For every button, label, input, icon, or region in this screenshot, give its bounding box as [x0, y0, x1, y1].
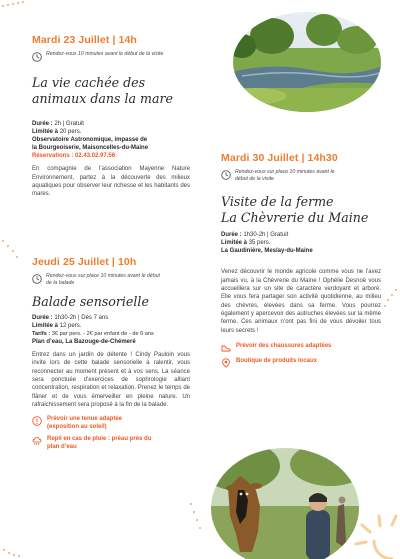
event-description: En compagnie de l’association Mayenne Nature Environnement, partez à la découverte des milieux aquatiques pour observer leur richesse et les habitants des mares.	[32, 166, 190, 198]
decorative-dots-left-middle	[0, 236, 22, 296]
bullet-text: Prévoir une tenue adaptée (exposition au soleil)	[47, 416, 123, 430]
event-title-line: La vie cachée des	[32, 75, 146, 90]
event-date: Mardi 23 Juillet | 14h	[32, 34, 137, 46]
event-description: Venez découvrir le monde agricole comme vous ne l’avez jamais vu, à la Chèvrerie du Maine ! Ophélie Desnoë vous accueillera sur un site de caractère verdoyant et arboré. Elle vous fera partager son activité quotidienne, au milieu des chèvres, élevées dans sa ferme. Vous pourrez également y apercevoir des autruches élevées sur la même ferme. Ces animaux n’ont pas fini de vous dévoiler tous leurs secrets !	[221, 269, 381, 334]
location-line2: la Bourgeoiserie, Maisoncelles-du-Maine	[32, 145, 149, 152]
event-title	[32, 75, 190, 106]
bullet-shop	[221, 358, 381, 368]
bullet-text: Prévoir des chaussures adaptées	[236, 342, 332, 349]
capacity: Limitée à 12 pers.	[32, 322, 82, 329]
event-details	[32, 120, 190, 160]
pricing: Tarifs : 3€ par pers. - 2€ par enfant de - de 6 ans	[32, 330, 154, 337]
rdv-note	[32, 273, 190, 286]
event-title	[221, 194, 381, 225]
event-title-line: Visite de la ferme	[221, 194, 334, 210]
location: Plan d’eau, La Bazouge-de-Chémeré	[32, 338, 136, 345]
duration: Durée : 1h30-2h | Dès 7 ans	[32, 314, 109, 321]
decorative-dots-top-left	[0, 0, 32, 60]
capacity: Limitée à 35 pers.	[221, 240, 271, 247]
clock-icon	[221, 170, 231, 180]
bullet-rain	[32, 436, 190, 451]
event-ferme	[221, 152, 381, 368]
warning-icon	[32, 416, 42, 426]
rdv-note	[32, 51, 190, 62]
shoe-icon	[221, 343, 231, 353]
location-pin-icon	[221, 358, 231, 368]
event-mare	[32, 34, 190, 199]
bullet-text: Repli en cas de pluie : préau près du plan d’eau	[47, 436, 152, 450]
rdv-note	[221, 169, 381, 182]
event-date: Jeudi 25 Juillet | 10h	[32, 256, 137, 268]
event-date: Mardi 30 Juillet | 14h30	[221, 152, 338, 164]
event-balade	[32, 256, 190, 452]
location: La Gaudinière, Meslay-du-Maine	[221, 248, 313, 255]
duration: Durée : 1h30-2h | Gratuit	[221, 232, 289, 239]
rdv-text: Rendez-vous 10 minutes avant le début de la visite	[46, 51, 164, 57]
location: Observatoire Astronomique, impasse de	[32, 137, 148, 144]
rdv-text: Rendez-vous sur place 10 minutes avant le début de la visite	[235, 169, 335, 182]
event-description: Entrez dans un jardin de détente ! Cindy Pauloin vous invite lors de cette balade sensorielle à ralentir, vous reconnecter au moment présent et à vos sens. La séance sera ponctuée d’exercices de sophrologie alliant concentration, respiration et relaxation. Prenez le temps de flâner et de vous émerveiller en pleine nature. Un rafraichissement sera proposé à la fin de la balade.	[32, 352, 190, 408]
event-details	[32, 314, 190, 346]
pond-photo	[232, 10, 382, 114]
duration: Durée : 2h | Gratuit	[32, 121, 84, 127]
rdv-text: Rendez-vous sur place 10 minutes avant le début de la balade	[46, 273, 160, 286]
clock-icon	[32, 52, 42, 62]
event-title-line: animaux dans la mare	[32, 90, 173, 106]
goat-photo	[210, 446, 360, 559]
capacity: Limitée à 20 pers.	[32, 129, 82, 136]
decorative-dots-bottom-left	[0, 520, 40, 559]
cloud-rain-icon	[32, 436, 42, 446]
bullet-shoes	[221, 343, 381, 353]
bullet-text: Boutique de produits locaux	[236, 357, 318, 364]
event-details	[221, 231, 381, 255]
bullet-outfit	[32, 416, 190, 431]
event-title: Balade sensorielle	[32, 294, 149, 310]
event-title-line: La Chèvrerie du Maine	[221, 209, 369, 225]
clock-icon	[32, 274, 42, 284]
reservation-phone: Réservations : 02.43.02.97.56	[32, 153, 116, 160]
